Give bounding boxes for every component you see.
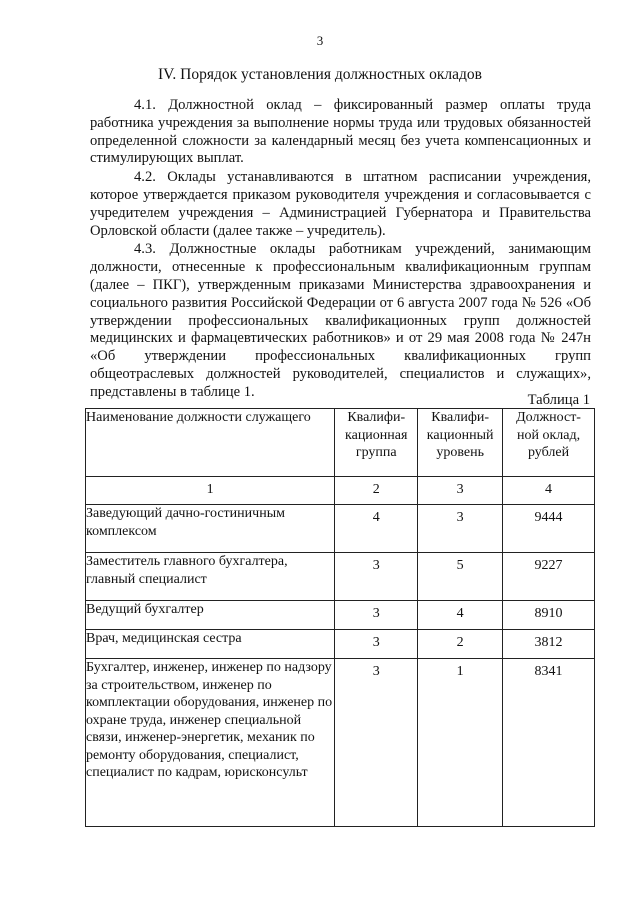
- header-group-line: кационная: [345, 427, 408, 443]
- group-cell: 3: [335, 659, 418, 827]
- header-salary: [503, 409, 595, 477]
- header-group-line: Квалифи-: [347, 410, 406, 425]
- level-cell: 5: [418, 553, 503, 601]
- index-cell: 4: [503, 477, 595, 505]
- group-cell: 3: [335, 630, 418, 659]
- salary-cell: 9444: [503, 505, 595, 553]
- group-cell: 4: [335, 505, 418, 553]
- level-cell: 4: [418, 601, 503, 630]
- table-row: [86, 601, 595, 630]
- table-row: [86, 505, 595, 553]
- level-cell: 3: [418, 505, 503, 553]
- group-cell: 3: [335, 553, 418, 601]
- salary-table: [85, 408, 595, 827]
- header-qualification-group: [335, 409, 418, 477]
- header-level-line: кационный: [426, 427, 494, 443]
- index-cell: 3: [418, 477, 503, 505]
- group-cell: 3: [335, 601, 418, 630]
- salary-cell: 8910: [503, 601, 595, 630]
- position-name-cell: Ведущий бухгалтер: [86, 601, 335, 630]
- index-cell: 2: [335, 477, 418, 505]
- body-text: [90, 97, 591, 403]
- paragraph-4-3: 4.3. Должностные оклады работникам учреждений, занимающим должности, отнесенные к профессиональным квалификационным группам (далее – ПКГ), утвержденным приказами Министерства здравоохранения и социального развития Российской Федерации от 6 августа 2007 года № 526 «Об утверждении профессиональных квалификационных групп должностей медицинских и фармацевтических работников» и от 29 мая 2008 года № 247н «Об утверждении профессиональных квалификационных групп общеотраслевых должностей руководителей, специалистов и служащих», представлены в таблице 1.: [90, 241, 591, 400]
- table-caption: Таблица 1: [527, 392, 590, 408]
- level-cell: 1: [418, 659, 503, 827]
- salary-cell: 3812: [503, 630, 595, 659]
- table-row: [86, 553, 595, 601]
- section-heading: IV. Порядок установления должностных окладов: [158, 66, 482, 83]
- salary-cell: 9227: [503, 553, 595, 601]
- header-level-line: уровень: [436, 445, 484, 460]
- table-row: [86, 630, 595, 659]
- header-qualification-level: [418, 409, 503, 477]
- index-cell: 1: [86, 477, 335, 505]
- header-salary-line: Должност-: [516, 410, 581, 425]
- header-salary-line: рублей: [527, 445, 570, 460]
- level-cell: 2: [418, 630, 503, 659]
- salary-cell: 8341: [503, 659, 595, 827]
- table-row: [86, 659, 595, 827]
- paragraph-4-2: 4.2. Оклады устанавливаются в штатном расписании учреждения, которое утверждается приказом руководителя учреждения и согласовывается с учредителем учреждения – Администрацией Губернатора и Правительства Орловской области (далее также – учредитель).: [90, 169, 591, 239]
- position-name-cell: Врач, медицинская сестра: [86, 630, 335, 659]
- position-name-cell: Заместитель главного бухгалтера, главный специалист: [86, 553, 335, 601]
- header-level-line: Квалифи-: [431, 410, 490, 425]
- page-number: 3: [316, 33, 324, 48]
- position-name-cell: Заведующий дачно-гостиничным комплексом: [86, 505, 335, 553]
- table-header-row: [86, 409, 595, 477]
- header-group-line: группа: [355, 445, 397, 460]
- paragraph-4-1: 4.1. Должностной оклад – фиксированный размер оплаты труда работника учреждения за выполнение нормы труда или трудовых обязанностей определенной сложности за календарный месяц без учета компенсационных и стимулирующих выплат.: [90, 97, 591, 167]
- header-salary-line: ной оклад,: [516, 427, 581, 443]
- table-index-row: [86, 477, 595, 505]
- header-position-name: Наименование должности служащего: [86, 409, 335, 477]
- position-name-cell: Бухгалтер, инженер, инженер по надзору за строительством, инженер по комплектации оборудования, инженер по охране труда, инженер специальной связи, инженер-энергетик, механик по ремонту оборудования, специалист, специалист по кадрам, юрисконсульт: [86, 659, 335, 827]
